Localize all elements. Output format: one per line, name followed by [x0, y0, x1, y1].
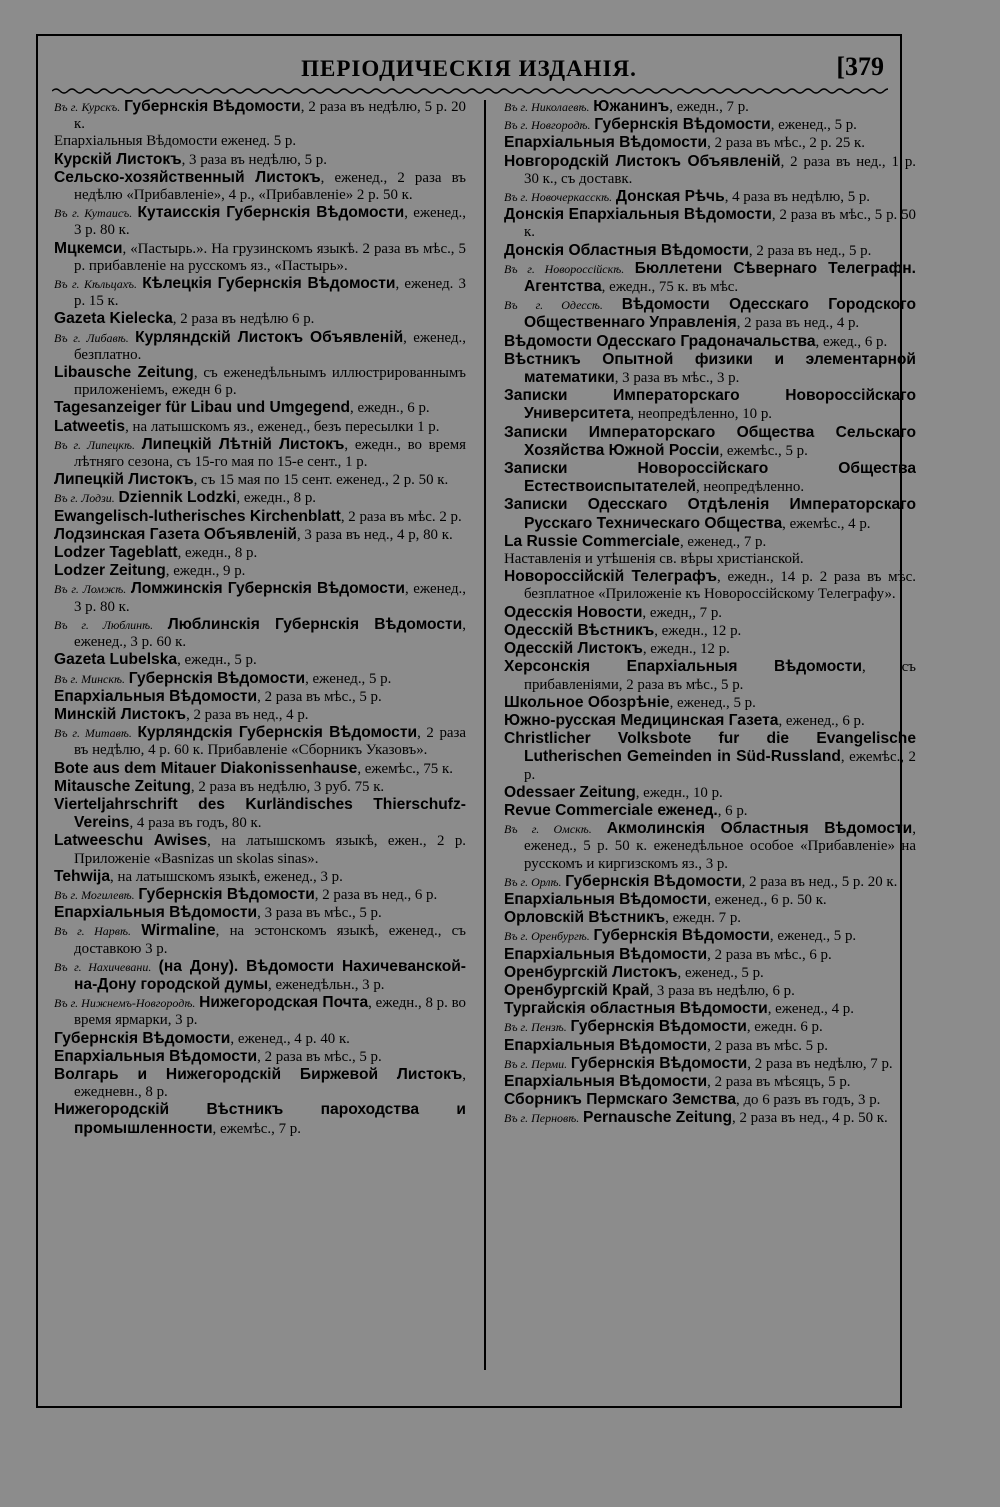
city-label: Въ г. Новгородѣ. — [504, 118, 591, 133]
city-label: Въ г. Орлѣ. — [504, 874, 562, 889]
publication-text: Записки Императорскаго Новороссійскаго Университета, неопредѣленно, 10 р. — [504, 387, 916, 423]
listing-entry — [504, 1109, 916, 1127]
city-label: Въ г. Ломжѣ. — [54, 582, 127, 597]
listing-entry — [504, 927, 916, 945]
publication-text: Mitausche Zeitung, 2 раза въ недѣлю, 3 руб. 75 к. — [54, 777, 385, 795]
publication-text: Christlicher Volksbote fur die Evangelische Lutherischen Gemeinden in Süd-Russland, ежемѣс., 2 р. — [504, 730, 916, 783]
city-label: Въ г. Либавѣ. — [54, 330, 129, 345]
publication-text: Тургайскія областныя Вѣдомости, еженед., 4 р. — [504, 1000, 854, 1018]
publication-text: Епархіальныя Вѣдомости, 2 раза въ мѣс., 6 р. — [504, 945, 832, 963]
listing-entry — [54, 544, 466, 562]
publication-text: Епархіальныя Вѣдомости, еженед., 6 р. 50 к. — [504, 890, 827, 908]
city-label: Въ г. Перми. — [504, 1056, 568, 1071]
publication-text: Епархіальныя Вѣдомости, 2 раза въ мѣсяцъ, 5 р. — [504, 1072, 851, 1090]
publication-text: Епархіальныя Вѣдомости, 2 раза въ мѣс., 5 р. — [54, 687, 382, 705]
listing-entry — [54, 616, 466, 651]
publication-text: Vierteljahrschrift des Kurländisches Thierschufz-Vereins, 4 раза въ годъ, 80 к. — [54, 795, 466, 832]
city-label: Въ г. Омскѣ. — [504, 822, 592, 837]
listing-entry — [504, 604, 916, 622]
right-column — [504, 98, 916, 1128]
listing-entry — [504, 460, 916, 496]
listing-entry — [504, 98, 916, 116]
left-column — [54, 98, 466, 1138]
listing-entry — [504, 260, 916, 296]
listing-entry — [504, 387, 916, 423]
publication-text: Минскій Листокъ, 2 раза въ нед., 4 р. — [54, 705, 309, 723]
city-label: Въ г. Новороссійскѣ. — [504, 261, 625, 276]
listing-entry — [504, 351, 916, 387]
listing-entry — [54, 133, 466, 150]
listing-entry — [54, 240, 466, 275]
listing-entry — [504, 551, 916, 568]
listing-entry — [54, 1066, 466, 1101]
city-label: Въ г. Лодзи. — [54, 491, 115, 506]
publication-text: Pernausche Zeitung, 2 раза въ нед., 4 р. 50 к. — [582, 1109, 888, 1127]
publication-text: Нижегородская Почта, ежедн., 8 р. во время ярмарки, 3 р. — [74, 994, 466, 1029]
city-label: Въ г. Митавѣ. — [54, 726, 132, 741]
publication-text: Odessaer Zeitung, ежедн., 10 р. — [504, 783, 723, 801]
publication-text: Оренбургскій Листокъ, еженед., 5 р. — [504, 963, 764, 981]
listing-entry — [504, 982, 916, 1000]
listing-entry — [54, 562, 466, 580]
listing-entry — [54, 364, 466, 399]
listing-entry — [54, 832, 466, 867]
listing-entry — [54, 688, 466, 706]
listing-entry — [54, 275, 466, 310]
publication-text: Ломжинскія Губернскія Вѣдомости, еженед., 3 р. 80 к. — [74, 580, 466, 615]
publication-text: Вѣстникъ Опытной физики и элементарной математики, 3 раза въ мѣс., 3 р. — [504, 350, 916, 387]
publication-text: Ewangelisch-lutherisches Kirchenblatt, 2 раза въ мѣс. 2 р. — [54, 507, 462, 525]
listing-entry — [504, 242, 916, 260]
publication-text: Курляндскія Губернскія Вѣдомости, 2 раза въ недѣлю, 4 р. 60 к. Прибавленіе «Сборникъ Указовъ». — [74, 724, 466, 759]
publication-text: Revue Commerciale еженед., 6 р. — [504, 801, 748, 819]
listing-entry — [504, 1037, 916, 1055]
listing-entry — [504, 296, 916, 332]
listing-entry — [504, 568, 916, 603]
publication-text: Кѣлецкія Губернскія Вѣдомости, еженед. 3 р. 15 к. — [74, 275, 466, 310]
city-label: Въ г. Кутаисъ. — [54, 206, 133, 221]
listing-entry — [54, 796, 466, 832]
listing-entry — [54, 489, 466, 507]
publication-text: Сборникъ Пермскаго Земства, до 6 разъ въ годъ, 3 р. — [504, 1091, 881, 1109]
listing-entry — [504, 802, 916, 820]
city-label: Въ г. Липецкѣ. — [54, 437, 136, 452]
publication-text: Lodzer Tageblatt, ежедн., 8 р. — [54, 544, 258, 562]
listing-entry — [54, 651, 466, 669]
city-label: Въ г. Нахичевани. — [54, 959, 152, 974]
publication-text: Одесскія Новости, ежедн,, 7 р. — [504, 603, 723, 621]
publication-text: Записки Одесскаго Отдѣленія Императорскаго Русскаго Техническаго Общества, ежемѣс., 4 р. — [504, 496, 916, 532]
publication-text: Губернскія Вѣдомости, еженед., 5 р. — [594, 116, 857, 134]
wavy-rule — [52, 86, 888, 96]
publication-text: Люблинскія Губернскія Вѣдомости, еженед., 3 р. 60 к. — [74, 615, 466, 651]
publication-text: Нижегородскій Вѣстникъ пароходства и промышленности, ежемѣс., 7 р. — [54, 1101, 466, 1137]
publication-text: Bote aus dem Mitauer Diakonissenhause, ежемѣс., 75 к. — [54, 759, 453, 777]
listing-entry — [504, 1000, 916, 1018]
listing-entry — [54, 399, 466, 417]
listing-entry — [54, 706, 466, 724]
listing-entry — [504, 134, 916, 152]
publication-text: Latweetis, на латышскомъ яз., еженед., безъ пересылки 1 р. — [54, 417, 440, 435]
publication-text: Tehwija, на латышскомъ языкѣ, еженед., 3 р. — [54, 867, 343, 885]
publication-text: Gazeta Lubelska, ежедн., 5 р. — [54, 651, 257, 669]
publication-text: Мцкемси, «Пастырь.». На грузинскомъ языкѣ. 2 раза въ мѣс., 5 р. прибавленіе на русскомъ яз., «Пастырь». — [54, 239, 466, 274]
city-label: Въ г. Кѣльцахъ. — [54, 277, 138, 292]
listing-entry — [54, 1030, 466, 1048]
listing-entry — [54, 98, 466, 133]
publication-text: Епархіальныя Вѣдомости, 3 раза въ мѣс., 5 р. — [54, 904, 382, 922]
column-divider — [484, 100, 486, 1370]
city-label: Въ г. Нижнемъ-Новгородѣ. — [54, 996, 196, 1011]
listing-entry — [504, 658, 916, 693]
publication-text: Dziennik Lodzki, ежедн., 8 р. — [118, 489, 316, 507]
listing-entry — [54, 526, 466, 544]
publication-text: Губернскія Вѣдомости, 2 раза въ нед., 6 р. — [138, 885, 438, 903]
listing-entry — [504, 873, 916, 891]
publication-text: Донскія Епархіальныя Вѣдомости, 2 раза въ мѣс., 5 р. 50 к. — [504, 206, 916, 241]
listing-entry — [504, 964, 916, 982]
listing-entry — [504, 1073, 916, 1091]
listing-entry — [54, 958, 466, 994]
listing-entry — [54, 670, 466, 688]
publication-text: (на Дону). Вѣдомости Нахичеванской-на-Дону городской думы, еженедѣльн., 3 р. — [74, 957, 466, 993]
listing-entry — [504, 1091, 916, 1109]
publication-text: Губернскія Вѣдомости, 2 раза въ недѣлю, 7 р. — [570, 1054, 893, 1072]
listing-entry — [54, 471, 466, 489]
listing-entry — [504, 1055, 916, 1073]
listing-entry — [54, 868, 466, 886]
page-title: ПЕРІОДИЧЕСКІЯ ИЗДАНІЯ. — [301, 56, 637, 81]
publication-text: Записки Новороссійскаго Общества Естествоиспытателей, неопредѣленно. — [504, 460, 916, 496]
publication-text: Wirmaline, на эстонскомъ языкѣ, еженед., съ доставкою 3 р. — [74, 922, 466, 957]
listing-entry — [504, 784, 916, 802]
publication-text: Губернскія Вѣдомости, 2 раза въ недѣлю, 5 р. 20 к. — [74, 98, 466, 133]
listing-entry — [54, 1101, 466, 1137]
listing-entry — [54, 724, 466, 759]
publication-text: Губернскія Вѣдомости, еженед., 5 р. — [593, 927, 857, 945]
publication-text: Лодзинская Газета Объявленій, 3 раза въ нед., 4 р, 80 к. — [54, 525, 453, 543]
listing-entry — [504, 622, 916, 640]
page-number: [379 — [836, 52, 884, 81]
city-label: Въ г. Люблинѣ. — [54, 617, 154, 632]
publication-text: Одесскій Листокъ, ежедн., 12 р. — [504, 640, 730, 658]
listing-entry — [54, 418, 466, 436]
publication-text: Записки Императорскаго Общества Сельскаго Хозяйства Южной Россіи, ежемѣс., 5 р. — [504, 423, 916, 459]
listing-entry — [504, 533, 916, 551]
publication-text: Новороссійскій Телеграфъ, ежедн., 14 р. 2 раза въ мѣс. безплатное «Приложеніе къ Новороссійскому Телеграфу». — [504, 568, 916, 603]
publication-text: Сельско-хозяйственный Листокъ, еженед., 2 раза въ недѣлю «Прибавленіе», 4 р., «Прибавленіе» 2 р. 50 к. — [54, 168, 466, 204]
publication-text: Волгарь и Нижегородскій Биржевой Листокъ, ежедневн., 8 р. — [54, 1065, 466, 1101]
city-label: Въ г. Перновѣ. — [504, 1111, 580, 1126]
publication-text: Libausche Zeitung, съ еженедѣльнымъ иллюстрированнымъ приложеніемъ, ежедн 6 р. — [54, 364, 466, 399]
listing-entry — [504, 891, 916, 909]
listing-entry — [54, 329, 466, 364]
publication-text: Епархіальныя Вѣдомости, 2 раза въ мѣс., 5 р. — [54, 1047, 382, 1065]
publication-text: Губернскія Вѣдомости, еженед., 4 р. 40 к. — [54, 1029, 350, 1047]
listing-entry — [54, 1048, 466, 1066]
listing-entry — [504, 820, 916, 873]
listing-entry — [504, 640, 916, 658]
listing-entry — [54, 994, 466, 1029]
publication-text: Липецкій Листокъ, съ 15 мая по 15 сент. еженед., 2 р. 50 к. — [54, 471, 449, 489]
publication-text: Курскій Листокъ, 3 раза въ недѣлю, 5 р. — [54, 150, 327, 168]
listing-entry — [54, 886, 466, 904]
listing-entry — [54, 204, 466, 239]
city-label: Въ г. Пензѣ. — [504, 1020, 567, 1035]
publication-text: Lodzer Zeitung, ежедн., 9 р. — [54, 562, 246, 580]
listing-entry — [504, 712, 916, 730]
listing-entry — [504, 1018, 916, 1036]
publication-text: Одесскій Вѣстникъ, ежедн., 12 р. — [504, 621, 742, 639]
listing-entry — [504, 333, 916, 351]
publication-text: Бюллетени Сѣвернаго Телеграфн. Агентства, ежедн., 75 к. въ мѣс. — [524, 259, 916, 296]
listing-entry — [504, 153, 916, 188]
publication-text: Курляндскій Листокъ Объявленій, еженед., безплатно. — [74, 328, 466, 363]
publication-text: Школьное Обозрѣніе, еженед., 5 р. — [504, 693, 756, 711]
listing-entry — [504, 206, 916, 241]
publication-text: Акмолинскія Областныя Вѣдомости, еженед., 5 р. 50 к. еженедѣльное особое «Прибавленіе» на русскомъ и киргизскомъ яз., 3 р. — [524, 820, 916, 872]
listing-entry — [504, 909, 916, 927]
listing-entry — [54, 778, 466, 796]
city-label: Въ г. Курскъ. — [54, 100, 121, 114]
page-header — [38, 36, 900, 92]
publication-text: Latweeschu Awises, на латышскомъ языкѣ, ежен., 2 р. Приложеніе «Basnizas un skolas sinas». — [54, 832, 466, 867]
publication-text: Вѣдомости Одесскаго Градоначальства, ежед., 6 р. — [504, 332, 888, 350]
publication-text: Tagesanzeiger für Libau und Umgegend, ежедн., 6 р. — [54, 399, 430, 417]
listing-entry — [504, 188, 916, 206]
city-label: Въ г. Минскѣ. — [54, 671, 125, 686]
listing-entry — [54, 151, 466, 169]
publication-text: Донскія Областныя Вѣдомости, 2 раза въ нед., 5 р. — [504, 241, 872, 259]
publication-text: La Russie Commerciale, еженед., 7 р. — [504, 532, 767, 550]
city-label: Въ г. Новочеркасскѣ. — [504, 190, 613, 205]
listing-entry — [54, 436, 466, 471]
publication-text: Gazeta Kielecka, 2 раза въ недѣлю 6 р. — [54, 310, 315, 328]
publication-text: Оренбургскій Край, 3 раза въ недѣлю, 6 р. — [504, 981, 795, 999]
listing-entry — [54, 922, 466, 957]
publication-text: Новгородскій Листокъ Объявленій, 2 раза въ нед., 1 р. 30 к., съ доставк. — [504, 152, 916, 187]
listing-entry — [504, 116, 916, 134]
listing-entry — [54, 760, 466, 778]
city-label: Въ г. Одессѣ. — [504, 298, 603, 313]
listing-entry — [504, 496, 916, 532]
listing-entry — [504, 730, 916, 784]
page-frame — [36, 34, 916, 1408]
publication-text: Губернскія Вѣдомости, еженед., 5 р. — [128, 669, 392, 687]
city-label: Въ г. Оренбургѣ. — [504, 929, 590, 944]
listing-entry — [54, 580, 466, 615]
publication-text: Епархіальныя Вѣдомости, 2 раза въ мѣс. 5 р. — [504, 1036, 829, 1054]
publication-text: Кутаисскія Губернскія Вѣдомости, еженед., 3 р. 80 к. — [74, 204, 466, 239]
publication-text: Южно-русская Медицинская Газета, еженед., 6 р. — [504, 711, 865, 729]
city-label: Въ г. Нарвѣ. — [54, 924, 131, 939]
publication-text: Епархіальныя Вѣдомости еженед. 5 р. — [54, 133, 297, 150]
publication-text: Губернскія Вѣдомости, 2 раза въ нед., 5 р. 20 к. — [565, 872, 898, 890]
publication-text: Донская Рѣчь, 4 раза въ недѣлю, 5 р. — [615, 188, 871, 206]
listing-entry — [504, 694, 916, 712]
publication-text: Южанинъ, ежедн., 7 р. — [593, 98, 749, 115]
listing-entry — [504, 946, 916, 964]
publication-text: Епархіальныя Вѣдомости, 2 раза въ мѣс., 2 р. 25 к. — [504, 134, 866, 152]
listing-entry — [54, 169, 466, 204]
listing-entry — [54, 310, 466, 328]
listing-entry — [54, 508, 466, 526]
publication-text: Наставленія и утѣшенія св. вѣры христіанской. — [504, 551, 804, 568]
city-label: Въ г. Николаевѣ. — [504, 100, 590, 114]
publication-text: Вѣдомости Одесскаго Городского Общественнаго Управленія, 2 раза въ нед., 4 р. — [524, 296, 916, 332]
publication-text: Орловскій Вѣстникъ, ежедн. 7 р. — [504, 909, 742, 927]
publication-text: Губернскія Вѣдомости, ежедн. 6 р. — [570, 1018, 823, 1036]
listing-entry — [54, 904, 466, 922]
listing-entry — [504, 424, 916, 460]
city-label: Въ г. Могилевѣ. — [54, 887, 135, 902]
publication-text: Херсонскія Епархіальныя Вѣдомости, съ прибавленіями, 2 раза въ мѣс., 5 р. — [504, 658, 916, 693]
publication-text: Липецкій Лѣтній Листокъ, ежедн., во время лѣтняго сезона, съ 15-го мая по 15-е сент., 1 р. — [74, 435, 466, 471]
